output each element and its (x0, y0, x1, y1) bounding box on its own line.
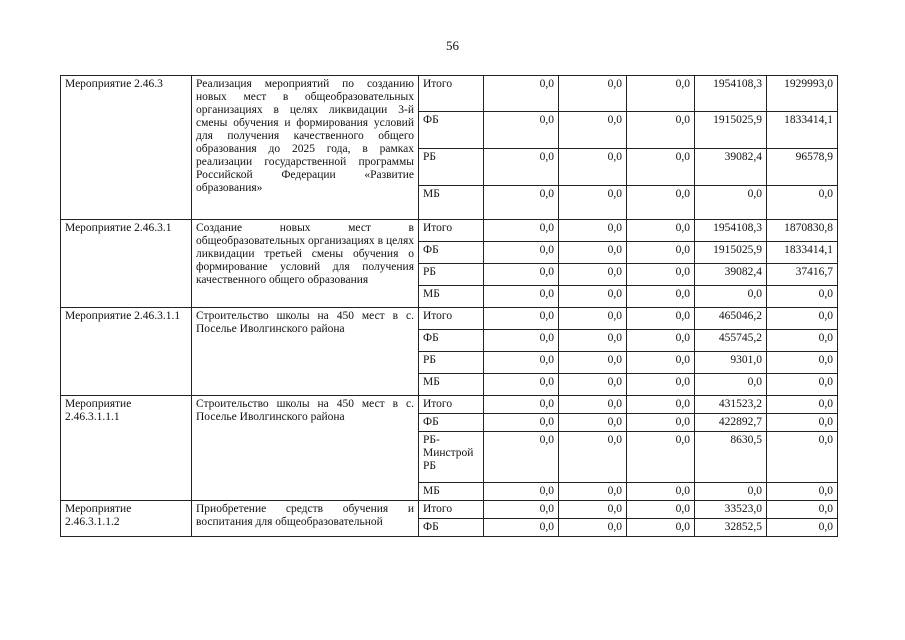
amount-cell: 0,0 (559, 330, 627, 352)
funding-source: МБ (419, 286, 484, 308)
budget-table (60, 75, 838, 537)
amount-cell: 0,0 (559, 414, 627, 432)
amount-cell: 0,0 (484, 352, 559, 374)
amount-cell: 0,0 (559, 264, 627, 286)
activity-description: Реализация мероприятий по созданию новых мест в общеобразовательных организациях в целях ликвидации 3-й смены обучения и формирования условий для получения качественного общего образования до 2025 года, в рамках реализации государственной программы Российской Федерации «Развитие образования» (192, 76, 419, 220)
amount-cell: 0,0 (559, 220, 627, 242)
amount-cell: 0,0 (695, 186, 767, 220)
funding-source: ФБ (419, 330, 484, 352)
amount-cell: 0,0 (559, 112, 627, 149)
amount-cell: 0,0 (695, 483, 767, 501)
activity-code: Мероприятие 2.46.3 (61, 76, 192, 220)
amount-cell: 422892,7 (695, 414, 767, 432)
funding-source: Итого (419, 220, 484, 242)
funding-source: ФБ (419, 414, 484, 432)
funding-source: МБ (419, 186, 484, 220)
funding-source: Итого (419, 501, 484, 519)
amount-cell: 8630,5 (695, 432, 767, 483)
amount-cell: 32852,5 (695, 519, 767, 537)
amount-cell: 0,0 (484, 286, 559, 308)
amount-cell: 0,0 (484, 432, 559, 483)
funding-source: МБ (419, 374, 484, 396)
amount-cell: 0,0 (559, 186, 627, 220)
amount-cell: 0,0 (627, 220, 695, 242)
funding-source: РБ (419, 264, 484, 286)
amount-cell: 0,0 (767, 374, 838, 396)
amount-cell: 0,0 (559, 242, 627, 264)
amount-cell: 0,0 (559, 352, 627, 374)
amount-cell: 1954108,3 (695, 76, 767, 112)
amount-cell: 96578,9 (767, 149, 838, 186)
amount-cell: 0,0 (559, 374, 627, 396)
amount-cell: 0,0 (559, 501, 627, 519)
funding-source: РБ (419, 352, 484, 374)
funding-source: РБ (419, 149, 484, 186)
amount-cell: 0,0 (695, 286, 767, 308)
funding-source: РБ-Минстрой РБ (419, 432, 484, 483)
amount-cell: 9301,0 (695, 352, 767, 374)
amount-cell: 0,0 (767, 432, 838, 483)
activity-description: Строительство школы на 450 мест в с. Поселье Иволгинского района (192, 308, 419, 396)
amount-cell: 0,0 (484, 483, 559, 501)
amount-cell: 0,0 (767, 308, 838, 330)
activity-code: Мероприятие 2.46.3.1.1 (61, 308, 192, 396)
activity-description: Приобретение средств обучения и воспитания для общеобразовательной (192, 501, 419, 537)
table-row (61, 220, 838, 242)
amount-cell: 0,0 (767, 483, 838, 501)
amount-cell: 0,0 (484, 149, 559, 186)
funding-source: ФБ (419, 242, 484, 264)
amount-cell: 37416,7 (767, 264, 838, 286)
amount-cell: 0,0 (559, 286, 627, 308)
amount-cell: 0,0 (484, 308, 559, 330)
amount-cell: 0,0 (484, 264, 559, 286)
table-row (61, 396, 838, 414)
activity-code: Мероприятие 2.46.3.1.1.1 (61, 396, 192, 501)
amount-cell: 39082,4 (695, 264, 767, 286)
funding-source: Итого (419, 308, 484, 330)
amount-cell: 0,0 (559, 308, 627, 330)
amount-cell: 0,0 (484, 186, 559, 220)
amount-cell: 0,0 (627, 374, 695, 396)
table-row (61, 76, 838, 112)
amount-cell: 1870830,8 (767, 220, 838, 242)
amount-cell: 455745,2 (695, 330, 767, 352)
amount-cell: 1833414,1 (767, 112, 838, 149)
amount-cell: 0,0 (767, 414, 838, 432)
amount-cell: 0,0 (627, 149, 695, 186)
amount-cell: 0,0 (767, 186, 838, 220)
amount-cell: 0,0 (559, 76, 627, 112)
amount-cell: 39082,4 (695, 149, 767, 186)
amount-cell: 0,0 (695, 374, 767, 396)
amount-cell: 0,0 (484, 76, 559, 112)
amount-cell: 0,0 (484, 220, 559, 242)
amount-cell: 0,0 (767, 286, 838, 308)
amount-cell: 0,0 (484, 242, 559, 264)
amount-cell: 0,0 (559, 519, 627, 537)
amount-cell: 0,0 (627, 483, 695, 501)
amount-cell: 0,0 (767, 352, 838, 374)
amount-cell: 0,0 (627, 76, 695, 112)
amount-cell: 0,0 (627, 112, 695, 149)
amount-cell: 0,0 (484, 519, 559, 537)
amount-cell: 0,0 (484, 396, 559, 414)
activity-code: Мероприятие 2.46.3.1.1.2 (61, 501, 192, 537)
amount-cell: 0,0 (627, 330, 695, 352)
activity-description: Создание новых мест в общеобразовательных организациях в целях ликвидации третьей смены обучения о формирование условий для получения качественного общего образования (192, 220, 419, 308)
funding-source: ФБ (419, 112, 484, 149)
funding-source: МБ (419, 483, 484, 501)
amount-cell: 0,0 (627, 308, 695, 330)
amount-cell: 0,0 (627, 242, 695, 264)
amount-cell: 0,0 (559, 483, 627, 501)
amount-cell: 0,0 (627, 264, 695, 286)
amount-cell: 0,0 (627, 186, 695, 220)
amount-cell: 1833414,1 (767, 242, 838, 264)
funding-source: Итого (419, 76, 484, 112)
amount-cell: 0,0 (484, 374, 559, 396)
amount-cell: 0,0 (767, 501, 838, 519)
funding-source: Итого (419, 396, 484, 414)
activity-description: Строительство школы на 450 мест в с. Поселье Иволгинского района (192, 396, 419, 501)
amount-cell: 431523,2 (695, 396, 767, 414)
amount-cell: 0,0 (484, 112, 559, 149)
amount-cell: 1929993,0 (767, 76, 838, 112)
amount-cell: 0,0 (627, 286, 695, 308)
table-row (61, 308, 838, 330)
amount-cell: 0,0 (484, 501, 559, 519)
amount-cell: 0,0 (559, 149, 627, 186)
amount-cell: 0,0 (484, 330, 559, 352)
amount-cell: 0,0 (627, 352, 695, 374)
amount-cell: 0,0 (767, 330, 838, 352)
amount-cell: 33523,0 (695, 501, 767, 519)
amount-cell: 0,0 (767, 396, 838, 414)
page-number: 56 (446, 38, 459, 53)
amount-cell: 1915025,9 (695, 112, 767, 149)
amount-cell: 465046,2 (695, 308, 767, 330)
amount-cell: 0,0 (627, 414, 695, 432)
amount-cell: 0,0 (559, 432, 627, 483)
activity-code: Мероприятие 2.46.3.1 (61, 220, 192, 308)
amount-cell: 1915025,9 (695, 242, 767, 264)
funding-source: ФБ (419, 519, 484, 537)
amount-cell: 0,0 (627, 501, 695, 519)
amount-cell: 0,0 (627, 432, 695, 483)
amount-cell: 0,0 (484, 414, 559, 432)
table-row (61, 501, 838, 519)
amount-cell: 0,0 (627, 519, 695, 537)
amount-cell: 0,0 (767, 519, 838, 537)
amount-cell: 0,0 (559, 396, 627, 414)
amount-cell: 0,0 (627, 396, 695, 414)
amount-cell: 1954108,3 (695, 220, 767, 242)
